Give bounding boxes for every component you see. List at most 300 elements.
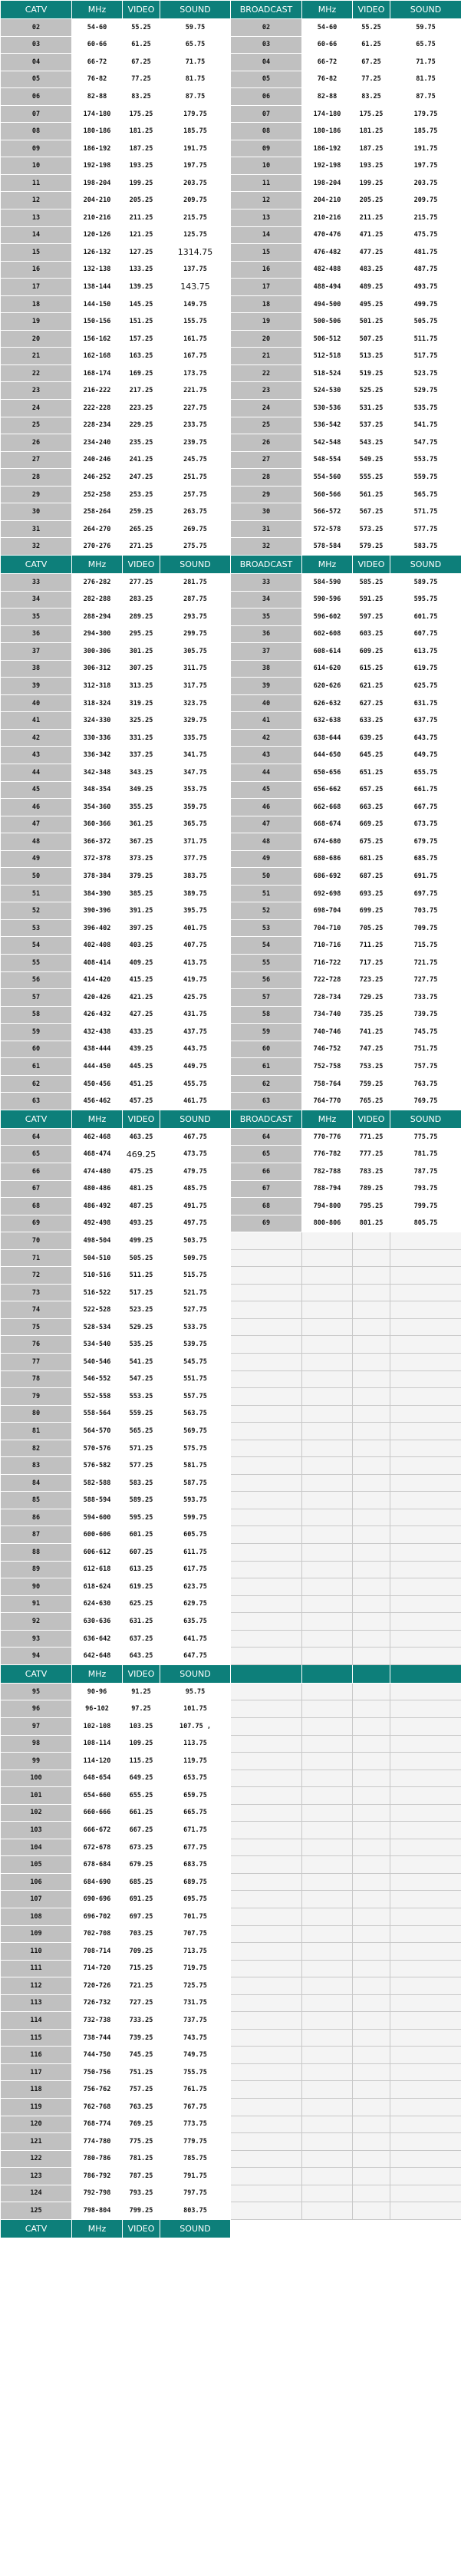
catv-sound-freq: 521.75 xyxy=(160,1284,231,1301)
catv-video-freq: 91.25 xyxy=(123,1683,160,1700)
empty-cell xyxy=(231,1370,302,1388)
broadcast-video-freq: 597.25 xyxy=(353,609,390,626)
empty-cell xyxy=(231,1509,302,1526)
catv-video-freq: 181.25 xyxy=(123,123,160,140)
catv-mhz-range: 162-168 xyxy=(72,348,123,365)
catv-mhz-range: 318-324 xyxy=(72,694,123,712)
empty-cell xyxy=(302,1683,353,1700)
empty-cell xyxy=(390,2098,461,2116)
table-row xyxy=(1,2063,461,2081)
catv-video-freq: 583.25 xyxy=(123,1474,160,1492)
broadcast-channel: 13 xyxy=(231,209,302,227)
catv-mhz-range: 300-306 xyxy=(72,643,123,661)
catv-mhz-range: 618-624 xyxy=(72,1578,123,1596)
empty-cell xyxy=(302,2029,353,2047)
empty-cell xyxy=(231,2098,302,2116)
broadcast-mhz-range: 192-198 xyxy=(302,157,353,175)
empty-cell xyxy=(353,2098,390,2116)
catv-sound-freq: 605.75 xyxy=(160,1526,231,1544)
catv-video-freq: 505.25 xyxy=(123,1249,160,1267)
broadcast-channel: 69 xyxy=(231,1215,302,1232)
broadcast-mhz-range: 198-204 xyxy=(302,174,353,192)
table-row xyxy=(1,1388,461,1406)
empty-cell xyxy=(390,2012,461,2030)
catv-video-freq: 529.25 xyxy=(123,1318,160,1336)
table-row xyxy=(1,364,461,382)
empty-cell xyxy=(353,1457,390,1475)
broadcast-video-freq: 627.25 xyxy=(353,694,390,712)
catv-mhz-range: 270-276 xyxy=(72,538,123,556)
table-row xyxy=(1,1977,461,1995)
broadcast-mhz-range: 752-758 xyxy=(302,1058,353,1076)
empty-cell xyxy=(302,1561,353,1578)
catv-channel: 37 xyxy=(1,643,72,661)
empty-cell xyxy=(353,1787,390,1805)
catv-sound-freq: 599.75 xyxy=(160,1509,231,1526)
catv-video-freq: 355.25 xyxy=(123,799,160,816)
broadcast-mhz-range: 482-488 xyxy=(302,261,353,279)
catv-channel: 56 xyxy=(1,971,72,989)
broadcast-channel: 18 xyxy=(231,295,302,313)
broadcast-mhz-range: 180-186 xyxy=(302,123,353,140)
catv-channel: 30 xyxy=(1,503,72,521)
catv-channel: 44 xyxy=(1,764,72,781)
header-sound-catv: SOUND xyxy=(160,1664,231,1683)
broadcast-channel: 67 xyxy=(231,1180,302,1198)
catv-mhz-range: 540-546 xyxy=(72,1354,123,1371)
catv-video-freq: 415.25 xyxy=(123,971,160,989)
catv-mhz-range: 348-354 xyxy=(72,781,123,799)
table-row xyxy=(1,1753,461,1770)
catv-channel: 72 xyxy=(1,1267,72,1285)
broadcast-channel: 35 xyxy=(231,609,302,626)
empty-cell xyxy=(231,2116,302,2133)
catv-mhz-range: 570-576 xyxy=(72,1440,123,1457)
catv-video-freq: 175.25 xyxy=(123,105,160,123)
broadcast-sound-freq: 649.75 xyxy=(390,747,461,764)
catv-channel: 78 xyxy=(1,1370,72,1388)
catv-channel: 95 xyxy=(1,1683,72,1700)
broadcast-mhz-range: 686-692 xyxy=(302,868,353,886)
broadcast-channel: 27 xyxy=(231,451,302,469)
broadcast-channel: 66 xyxy=(231,1163,302,1181)
empty-cell xyxy=(302,1839,353,1856)
broadcast-video-freq: 549.25 xyxy=(353,451,390,469)
catv-channel: 70 xyxy=(1,1232,72,1250)
table-row xyxy=(1,434,461,452)
table-row xyxy=(1,850,461,868)
empty-cell xyxy=(390,1267,461,1285)
catv-sound-freq: 641.75 xyxy=(160,1630,231,1648)
broadcast-mhz-range: 596-602 xyxy=(302,609,353,626)
header-video-broadcast: VIDEO xyxy=(353,555,390,573)
table-row xyxy=(1,902,461,920)
broadcast-sound-freq: 607.75 xyxy=(390,625,461,643)
catv-sound-freq: 767.75 xyxy=(160,2098,231,2116)
broadcast-video-freq: 639.25 xyxy=(353,729,390,747)
empty-cell xyxy=(231,1822,302,1839)
empty-cell xyxy=(353,1613,390,1631)
broadcast-mhz-range: 470-476 xyxy=(302,226,353,244)
empty-cell xyxy=(353,1735,390,1753)
catv-video-freq: 721.25 xyxy=(123,1977,160,1995)
empty-cell xyxy=(302,1822,353,1839)
catv-channel: 62 xyxy=(1,1075,72,1093)
catv-mhz-range: 498-504 xyxy=(72,1232,123,1250)
catv-video-freq: 391.25 xyxy=(123,902,160,920)
empty-cell xyxy=(231,1891,302,1908)
broadcast-mhz-range: 536-542 xyxy=(302,417,353,434)
catv-channel: 77 xyxy=(1,1354,72,1371)
broadcast-video-freq: 753.25 xyxy=(353,1058,390,1076)
catv-sound-freq: 713.75 xyxy=(160,1943,231,1961)
broadcast-mhz-range: 674-680 xyxy=(302,833,353,851)
broadcast-mhz-range: 60-66 xyxy=(302,36,353,54)
catv-mhz-range: 468-474 xyxy=(72,1146,123,1163)
empty-cell xyxy=(353,1370,390,1388)
empty-cell xyxy=(390,1578,461,1596)
catv-sound-freq: 659.75 xyxy=(160,1787,231,1805)
empty-cell xyxy=(353,1544,390,1562)
empty-cell xyxy=(390,1526,461,1544)
catv-sound-freq: 491.75 xyxy=(160,1198,231,1215)
table-row xyxy=(1,1075,461,1093)
broadcast-video-freq: 663.25 xyxy=(353,799,390,816)
catv-channel: 115 xyxy=(1,2029,72,2047)
empty-cell xyxy=(353,1994,390,2012)
catv-video-freq: 493.25 xyxy=(123,1215,160,1232)
header-sound-catv: SOUND xyxy=(160,1,231,19)
catv-video-freq: 121.25 xyxy=(123,226,160,244)
empty-cell xyxy=(353,1388,390,1406)
catv-mhz-range: 420-426 xyxy=(72,989,123,1007)
broadcast-channel: 62 xyxy=(231,1075,302,1093)
catv-channel: 42 xyxy=(1,729,72,747)
empty-cell xyxy=(353,1839,390,1856)
catv-sound-freq: 233.75 xyxy=(160,417,231,434)
broadcast-channel: 12 xyxy=(231,192,302,209)
catv-video-freq: 295.25 xyxy=(123,625,160,643)
broadcast-channel: 63 xyxy=(231,1093,302,1110)
catv-video-freq: 277.25 xyxy=(123,573,160,591)
table-row xyxy=(1,591,461,609)
empty-cell xyxy=(302,1232,353,1250)
broadcast-sound-freq: 685.75 xyxy=(390,850,461,868)
catv-sound-freq: 365.75 xyxy=(160,816,231,833)
broadcast-sound-freq: 203.75 xyxy=(390,174,461,192)
broadcast-video-freq: 205.25 xyxy=(353,192,390,209)
catv-video-freq: 247.25 xyxy=(123,469,160,487)
broadcast-video-freq: 211.25 xyxy=(353,209,390,227)
catv-mhz-range: 702-708 xyxy=(72,1925,123,1943)
empty-cell xyxy=(390,1770,461,1787)
broadcast-video-freq: 735.25 xyxy=(353,1006,390,1024)
catv-channel: 02 xyxy=(1,19,72,37)
catv-video-freq: 469.25 xyxy=(123,1146,160,1163)
broadcast-mhz-range: 632-638 xyxy=(302,712,353,730)
catv-video-freq: 511.25 xyxy=(123,1267,160,1285)
broadcast-video-freq: 681.25 xyxy=(353,850,390,868)
empty-cell xyxy=(390,1787,461,1805)
table-row xyxy=(1,1735,461,1753)
empty-cell xyxy=(231,2029,302,2047)
catv-sound-freq: 617.75 xyxy=(160,1561,231,1578)
header-sound-broadcast: SOUND xyxy=(390,1,461,19)
table-row xyxy=(1,348,461,365)
table-row xyxy=(1,226,461,244)
table-row xyxy=(1,885,461,902)
empty-cell xyxy=(302,1770,353,1787)
empty-cell xyxy=(302,1544,353,1562)
broadcast-channel: 54 xyxy=(231,937,302,955)
empty-cell xyxy=(302,1735,353,1753)
catv-channel: 88 xyxy=(1,1544,72,1562)
empty-cell xyxy=(302,1700,353,1718)
empty-cell xyxy=(353,1873,390,1891)
catv-sound-freq: 341.75 xyxy=(160,747,231,764)
catv-channel: 73 xyxy=(1,1284,72,1301)
catv-sound-freq: 563.75 xyxy=(160,1405,231,1423)
catv-channel: 103 xyxy=(1,1822,72,1839)
empty-cell xyxy=(302,1405,353,1423)
header-sound-catv: SOUND xyxy=(160,1110,231,1128)
broadcast-channel: 57 xyxy=(231,989,302,1007)
broadcast-sound-freq: 619.75 xyxy=(390,660,461,678)
catv-channel: 29 xyxy=(1,486,72,503)
empty-cell xyxy=(390,2047,461,2064)
broadcast-video-freq: 777.25 xyxy=(353,1146,390,1163)
catv-video-freq: 145.25 xyxy=(123,295,160,313)
catv-channel: 100 xyxy=(1,1770,72,1787)
empty-cell xyxy=(390,2202,461,2220)
catv-sound-freq: 323.75 xyxy=(160,694,231,712)
catv-sound-freq: 81.75 xyxy=(160,71,231,88)
empty-cell xyxy=(353,1595,390,1613)
broadcast-sound-freq: 511.75 xyxy=(390,330,461,348)
catv-channel: 26 xyxy=(1,434,72,452)
empty-cell xyxy=(302,2063,353,2081)
empty-cell xyxy=(231,1960,302,1977)
catv-video-freq: 481.25 xyxy=(123,1180,160,1198)
table-row xyxy=(1,747,461,764)
catv-video-freq: 475.25 xyxy=(123,1163,160,1181)
catv-sound-freq: 317.75 xyxy=(160,678,231,695)
broadcast-sound-freq: 769.75 xyxy=(390,1093,461,1110)
empty-cell xyxy=(353,2150,390,2168)
catv-channel: 14 xyxy=(1,226,72,244)
empty-cell xyxy=(353,1977,390,1995)
broadcast-mhz-range: 722-728 xyxy=(302,971,353,989)
broadcast-sound-freq: 709.75 xyxy=(390,919,461,937)
catv-channel: 25 xyxy=(1,417,72,434)
table-row xyxy=(1,2168,461,2185)
catv-mhz-range: 792-798 xyxy=(72,2185,123,2202)
catv-video-freq: 427.25 xyxy=(123,1006,160,1024)
empty-cell xyxy=(302,1336,353,1354)
empty-cell xyxy=(390,1925,461,1943)
catv-channel: 11 xyxy=(1,174,72,192)
broadcast-video-freq: 187.25 xyxy=(353,140,390,157)
empty-cell xyxy=(231,1249,302,1267)
table-row xyxy=(1,1770,461,1787)
catv-channel: 43 xyxy=(1,747,72,764)
broadcast-mhz-range: 794-800 xyxy=(302,1198,353,1215)
broadcast-channel: 38 xyxy=(231,660,302,678)
broadcast-video-freq: 175.25 xyxy=(353,105,390,123)
catv-channel: 119 xyxy=(1,2098,72,2116)
table-row xyxy=(1,1943,461,1961)
catv-mhz-range: 462-468 xyxy=(72,1128,123,1146)
table-row xyxy=(1,1960,461,1977)
catv-mhz-range: 402-408 xyxy=(72,937,123,955)
broadcast-mhz-range: 704-710 xyxy=(302,919,353,937)
catv-mhz-range: 342-348 xyxy=(72,764,123,781)
broadcast-channel: 41 xyxy=(231,712,302,730)
broadcast-channel: 60 xyxy=(231,1041,302,1058)
catv-video-freq: 379.25 xyxy=(123,868,160,886)
catv-mhz-range: 624-630 xyxy=(72,1595,123,1613)
catv-mhz-range: 192-198 xyxy=(72,157,123,175)
catv-channel: 59 xyxy=(1,1024,72,1041)
broadcast-video-freq: 181.25 xyxy=(353,123,390,140)
empty-cell xyxy=(390,1544,461,1562)
empty-cell xyxy=(353,1717,390,1735)
catv-mhz-range: 408-414 xyxy=(72,954,123,971)
catv-mhz-range: 642-648 xyxy=(72,1648,123,1665)
catv-mhz-range: 216-222 xyxy=(72,382,123,400)
catv-sound-freq: 113.75 xyxy=(160,1735,231,1753)
table-row xyxy=(1,1041,461,1058)
catv-mhz-range: 720-726 xyxy=(72,1977,123,1995)
empty-cell xyxy=(231,1873,302,1891)
broadcast-mhz-range: 512-518 xyxy=(302,348,353,365)
broadcast-channel: 45 xyxy=(231,781,302,799)
empty-cell xyxy=(302,1267,353,1285)
catv-mhz-range: 114-120 xyxy=(72,1753,123,1770)
table-row xyxy=(1,799,461,816)
broadcast-channel: 50 xyxy=(231,868,302,886)
catv-channel: 64 xyxy=(1,1128,72,1146)
broadcast-mhz-range: 530-536 xyxy=(302,400,353,417)
broadcast-video-freq: 579.25 xyxy=(353,538,390,556)
empty-cell xyxy=(353,1267,390,1285)
empty-cell xyxy=(353,1804,390,1822)
table-row xyxy=(1,764,461,781)
empty-cell xyxy=(353,2168,390,2185)
empty-cell xyxy=(390,2150,461,2168)
catv-channel: 104 xyxy=(1,1839,72,1856)
empty-cell xyxy=(302,1717,353,1735)
catv-video-freq: 769.25 xyxy=(123,2116,160,2133)
catv-channel: 22 xyxy=(1,364,72,382)
empty-cell xyxy=(302,2202,353,2220)
empty-cell xyxy=(231,1839,302,1856)
broadcast-mhz-range: 614-620 xyxy=(302,660,353,678)
empty-cell xyxy=(231,1561,302,1578)
broadcast-sound-freq: 475.75 xyxy=(390,226,461,244)
table-row xyxy=(1,1925,461,1943)
catv-sound-freq: 773.75 xyxy=(160,2116,231,2133)
broadcast-channel: 64 xyxy=(231,1128,302,1146)
catv-mhz-range: 576-582 xyxy=(72,1457,123,1475)
empty-cell xyxy=(302,1423,353,1440)
empty-cell xyxy=(390,1354,461,1371)
empty-cell xyxy=(231,2150,302,2168)
broadcast-video-freq: 609.25 xyxy=(353,643,390,661)
catv-channel: 05 xyxy=(1,71,72,88)
broadcast-video-freq: 741.25 xyxy=(353,1024,390,1041)
catv-video-freq: 289.25 xyxy=(123,609,160,626)
empty-cell xyxy=(231,1648,302,1665)
catv-sound-freq: 797.75 xyxy=(160,2185,231,2202)
catv-sound-freq: 353.75 xyxy=(160,781,231,799)
table-row xyxy=(1,1093,461,1110)
broadcast-sound-freq: 505.75 xyxy=(390,313,461,331)
empty-cell xyxy=(390,1873,461,1891)
catv-channel: 46 xyxy=(1,799,72,816)
empty-cell xyxy=(390,2116,461,2133)
table-row xyxy=(1,209,461,227)
broadcast-mhz-range: 626-632 xyxy=(302,694,353,712)
empty-cell xyxy=(231,1267,302,1285)
empty-cell xyxy=(390,1232,461,1250)
header-sound-catv: SOUND xyxy=(160,2219,231,2238)
broadcast-video-freq: 519.25 xyxy=(353,364,390,382)
broadcast-sound-freq: 565.75 xyxy=(390,486,461,503)
catv-channel: 109 xyxy=(1,1925,72,1943)
catv-video-freq: 157.25 xyxy=(123,330,160,348)
catv-channel: 92 xyxy=(1,1613,72,1631)
empty-cell xyxy=(353,1474,390,1492)
table-row xyxy=(1,417,461,434)
table-row xyxy=(1,1839,461,1856)
broadcast-sound-freq: 71.75 xyxy=(390,54,461,71)
catv-video-freq: 253.25 xyxy=(123,486,160,503)
catv-video-freq: 307.25 xyxy=(123,660,160,678)
table-row xyxy=(1,1578,461,1596)
catv-sound-freq: 653.75 xyxy=(160,1770,231,1787)
catv-mhz-range: 384-390 xyxy=(72,885,123,902)
empty-cell xyxy=(302,1370,353,1388)
catv-sound-freq: 257.75 xyxy=(160,486,231,503)
table-row xyxy=(1,88,461,106)
header-mhz-catv: MHz xyxy=(72,555,123,573)
catv-mhz-range: 366-372 xyxy=(72,833,123,851)
catv-sound-freq: 737.75 xyxy=(160,2012,231,2030)
table-row xyxy=(1,503,461,521)
catv-video-freq: 649.25 xyxy=(123,1770,160,1787)
catv-video-freq: 205.25 xyxy=(123,192,160,209)
catv-sound-freq: 173.75 xyxy=(160,364,231,382)
empty-cell xyxy=(231,1544,302,1562)
broadcast-video-freq: 795.25 xyxy=(353,1198,390,1215)
broadcast-channel: 10 xyxy=(231,157,302,175)
empty-cell xyxy=(390,1994,461,2012)
broadcast-sound-freq: 625.75 xyxy=(390,678,461,695)
broadcast-sound-freq: 185.75 xyxy=(390,123,461,140)
empty-cell xyxy=(302,2185,353,2202)
catv-video-freq: 787.25 xyxy=(123,2168,160,2185)
catv-sound-freq: 167.75 xyxy=(160,348,231,365)
catv-channel: 41 xyxy=(1,712,72,730)
catv-sound-freq: 677.75 xyxy=(160,1839,231,1856)
broadcast-sound-freq: 631.75 xyxy=(390,694,461,712)
broadcast-mhz-range: 650-656 xyxy=(302,764,353,781)
catv-sound-freq: 509.75 xyxy=(160,1249,231,1267)
header-video-broadcast: VIDEO xyxy=(353,1110,390,1128)
header-mhz-catv: MHz xyxy=(72,1,123,19)
catv-mhz-range: 516-522 xyxy=(72,1284,123,1301)
